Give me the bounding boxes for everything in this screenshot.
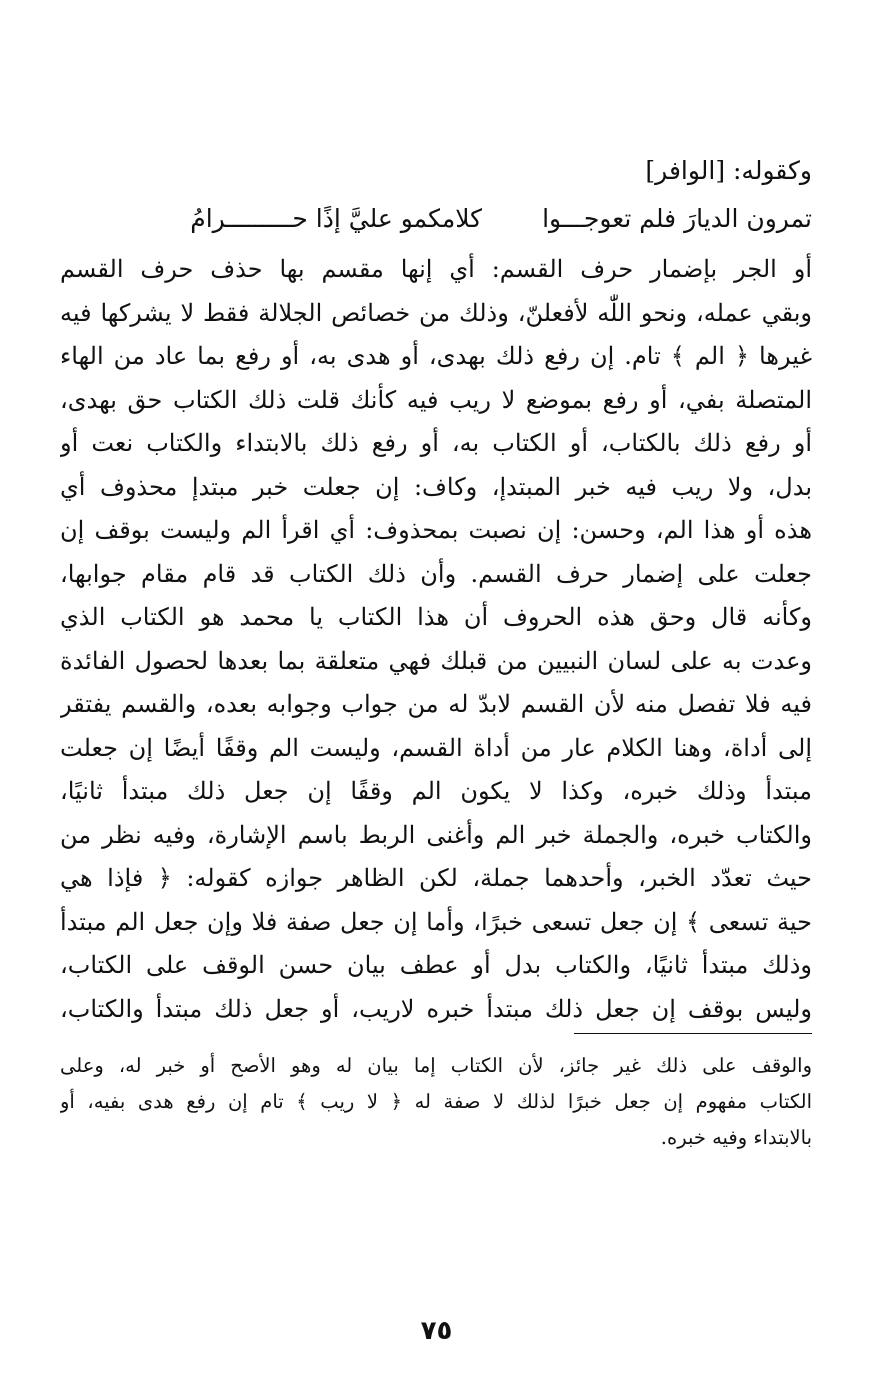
verse-first-hemistich: تمرون الديارَ فلم تعوجـــوا: [542, 204, 812, 233]
body-line: غيرها ﴿ الم ﴾ تام. إن رفع ذلك بهدى، أو هدى به، أو رفع بما عاد من الهاء: [60, 342, 812, 370]
footnote-line: والوقف على ذلك غير جائز، لأن الكتاب إما بيان له وهو الأصح أو خبر له، وعلى: [60, 1054, 812, 1077]
footnote-line: بالابتداء وفيه خبره.: [660, 1126, 812, 1149]
body-line: حية تسعى ﴾ إن جعل تسعى خبرًا، وأما إن جعل صفة فلا وإن جعل الم مبتدأ: [60, 907, 812, 936]
body-line: وليس بوقف إن جعل ذلك مبتدأ خبره لاريب، أو جعل ذلك مبتدأ والكتاب،: [60, 994, 812, 1023]
body-line: أو الجر بإضمار حرف القسم: أي إنها مقسم بها حذف حرف القسم: [60, 255, 812, 283]
poetry-verse: [60, 198, 812, 240]
footnote: [60, 1048, 812, 1156]
body-line: هذه أو هذا الم، وحسن: إن نصبت بمحذوف: أي اقرأ الم وليست بوقف إن: [60, 516, 812, 544]
intro-line: وكقوله: [الوافر]: [645, 156, 812, 185]
body-text: [60, 248, 812, 1031]
body-line: أو رفع ذلك بالكتاب، أو الكتاب به، أو رفع ذلك بالابتداء والكتاب نعت أو: [60, 429, 812, 457]
verse-second-hemistich: كلامكمو عليَّ إذًا حـــــــــرامُ: [190, 204, 483, 233]
page-content: [60, 150, 812, 1156]
body-line: جعلت على إضمار حرف القسم. وأن ذلك الكتاب قد قام مقام جوابها،: [60, 559, 812, 588]
body-line: مبتدأ وذلك خبره، وكذا لا يكون الم وقفًا إن جعل ذلك مبتدأ ثانيًا،: [60, 777, 812, 805]
body-line: وعدت به على لسان النبيين من قبلك فهي متعلقة بما بعدها لحصول الفائدة: [60, 646, 812, 675]
body-line: فيه فلا تفصل منه لأن القسم لابدّ له من جواب وجوابه بعده، والقسم يفتقر: [60, 690, 812, 718]
footnote-line: الكتاب مفهوم إن جعل خبرًا لذلك لا صفة له ﴿ لا ريب ﴾ تام إن رفع هدى بفيه، أو: [60, 1090, 812, 1113]
body-line: حيث تعدّد الخبر، وأحدهما جملة، لكن الظاهر جوازه كقوله: ﴿ فإذا هي: [60, 864, 812, 892]
body-line: إلى أداة، وهنا الكلام عار من أداة القسم، وليست الم وقفًا أيضًا إن جعلت: [60, 733, 812, 762]
body-line: وكأنه قال وحق هذه الحروف أن هذا الكتاب يا محمد هو الكتاب الذي: [60, 603, 812, 631]
body-line: وذلك مبتدأ ثانيًا، والكتاب بدل أو عطف بيان حسن الوقف على الكتاب،: [60, 951, 812, 979]
footnote-separator: [574, 1033, 812, 1034]
body-line: المتصلة بفي، أو رفع بموضع لا ريب فيه كأنك قلت ذلك الكتاب حق بهدى،: [60, 385, 812, 414]
body-line: وبقي عمله، ونحو اللّٰه لأفعلنّ، وذلك من خصائص الجلالة فقط لا يشركها فيه: [60, 298, 812, 327]
page-number: ٧٥: [420, 1316, 453, 1346]
body-line: والكتاب خبره، والجملة خبر الم وأغنى الربط باسم الإشارة، وفيه نظر من: [60, 820, 812, 849]
body-line: بدل، ولا ريب فيه خبر المبتدإ، وكاف: إن جعلت خبر مبتدإ محذوف أي: [60, 472, 812, 501]
